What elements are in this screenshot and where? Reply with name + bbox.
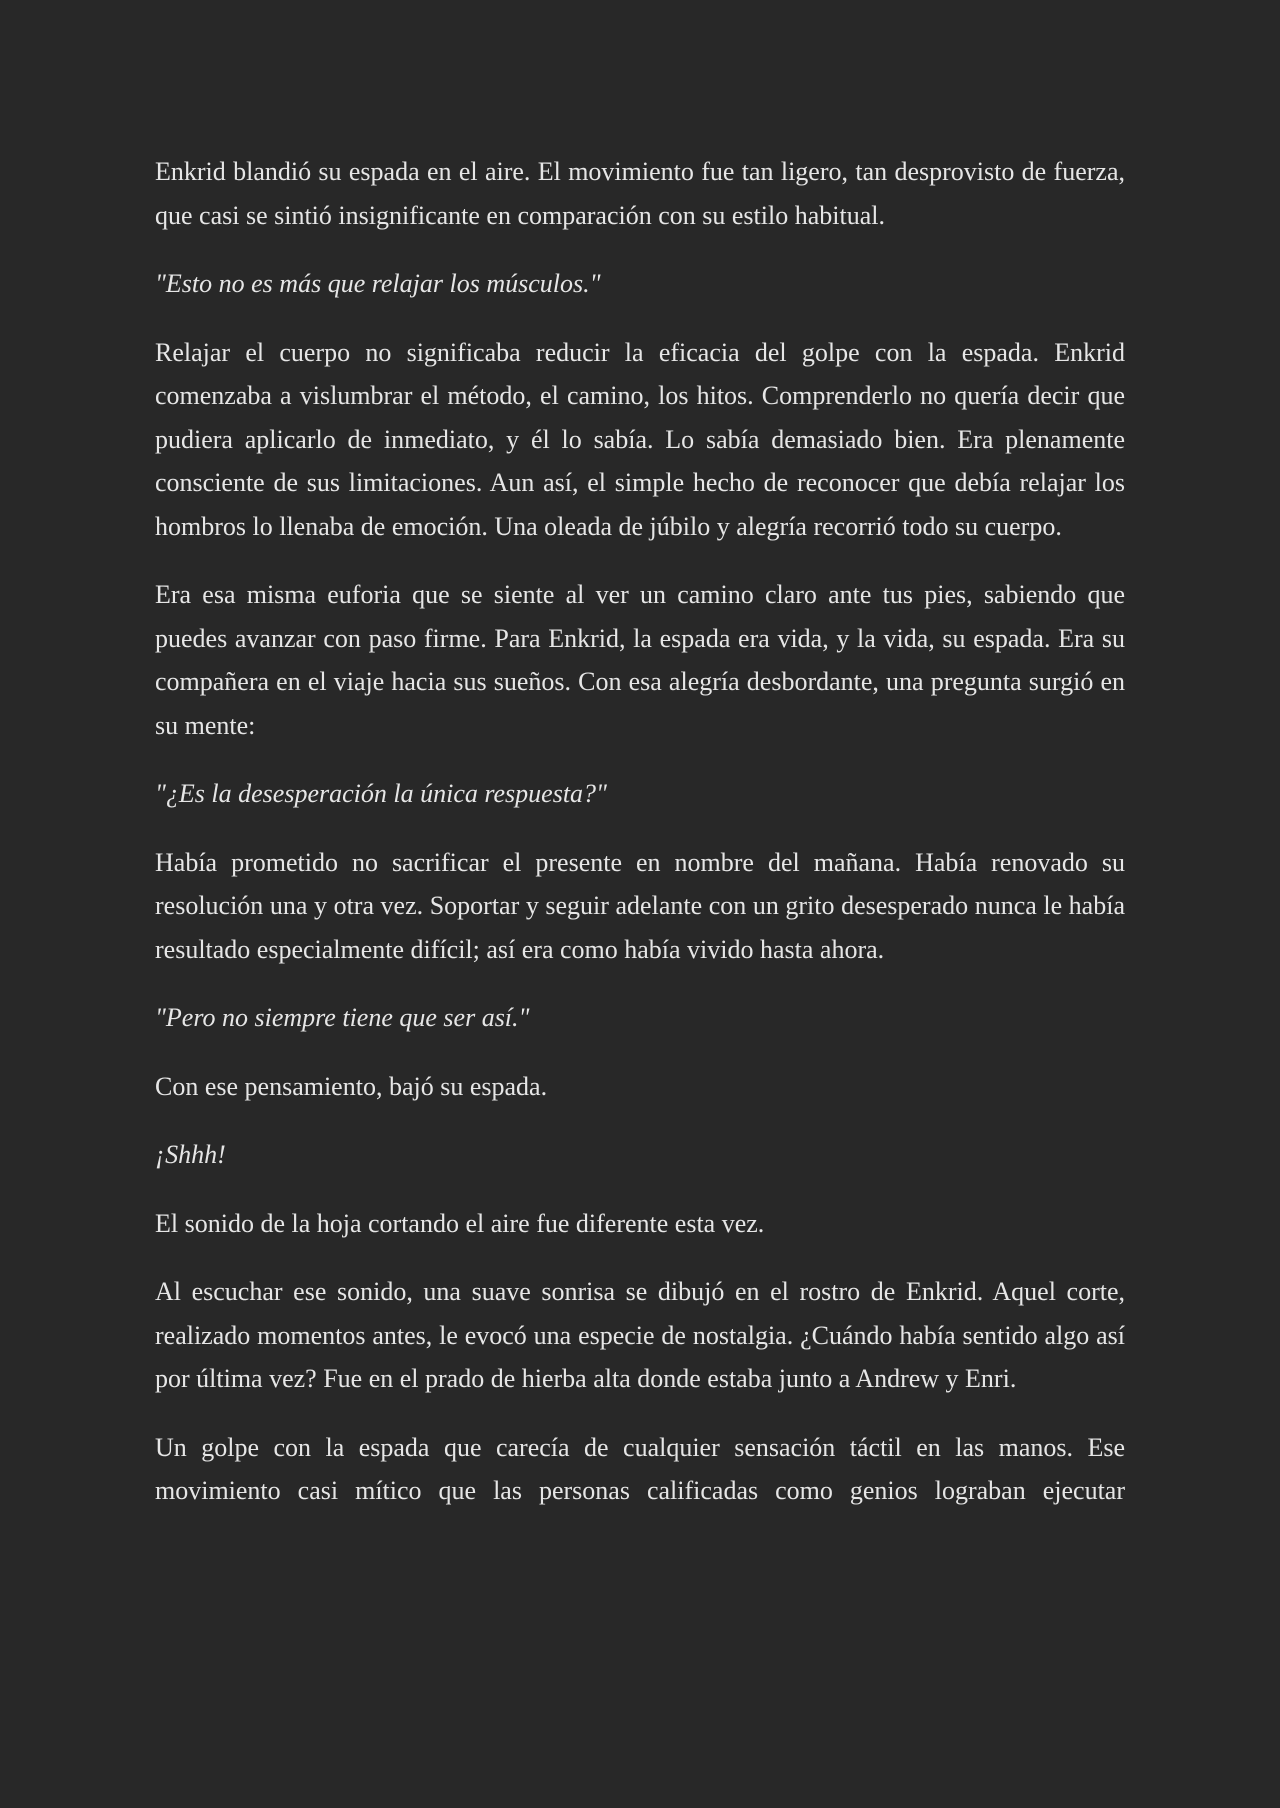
reading-page: [155, 150, 1125, 1513]
paragraph-1: Enkrid blandió su espada en el aire. El movimiento fue tan ligero, tan desprovisto de fuerza, que casi se sintió insignificante en comparación con su estilo habitual.: [155, 157, 1125, 230]
thought-paragraph-1: "Esto no es más que relajar los músculos.": [155, 269, 601, 298]
paragraph-8: Un golpe con la espada que carecía de cualquier sensación táctil en las manos. Ese movimiento casi mítico que las personas calificadas como genios lograban ejecutar: [155, 1432, 1125, 1505]
paragraph-3: Era esa misma euforia que se siente al ver un camino claro ante tus pies, sabiendo que puedes avanzar con paso firme. Para Enkrid, la espada era vida, y la vida, su espada. Era su compañera en el viaje hacia sus sueños. Con esa alegría desbordante, una pregunta surgió en su mente:: [155, 580, 1125, 740]
paragraph-4: Había prometido no sacrificar el presente en nombre del mañana. Había renovado su resolución una y otra vez. Soportar y seguir adelante con un grito desesperado nunca le había resultado especialmente difícil; así era como había vivido hasta ahora.: [155, 847, 1125, 964]
paragraph-7: Al escuchar ese sonido, una suave sonrisa se dibujó en el rostro de Enkrid. Aquel corte, realizado momentos antes, le evocó una especie de nostalgia. ¿Cuándo había sentido algo así por última vez? Fue en el prado de hierba alta donde estaba junto a Andrew y Enri.: [155, 1277, 1125, 1393]
thought-paragraph-3: "Pero no siempre tiene que ser así.": [155, 1003, 530, 1032]
sound-effect-paragraph: ¡Shhh!: [155, 1140, 226, 1169]
thought-paragraph-2: "¿Es la desesperación la única respuesta?": [155, 779, 607, 808]
paragraph-5: Con ese pensamiento, bajó su espada.: [155, 1071, 548, 1101]
paragraph-6: El sonido de la hoja cortando el aire fue diferente esta vez.: [155, 1208, 765, 1238]
paragraph-2: Relajar el cuerpo no significaba reducir la eficacia del golpe con la espada. Enkrid comenzaba a vislumbrar el método, el camino, los hitos. Comprenderlo no quería decir que pudiera aplicarlo de inmediato, y él lo sabía. Lo sabía demasiado bien. Era plenamente consciente de sus limitaciones. Aun así, el simple hecho de reconocer que debía relajar los hombros lo llenaba de emoción. Una oleada de júbilo y alegría recorrió todo su cuerpo.: [155, 337, 1125, 541]
